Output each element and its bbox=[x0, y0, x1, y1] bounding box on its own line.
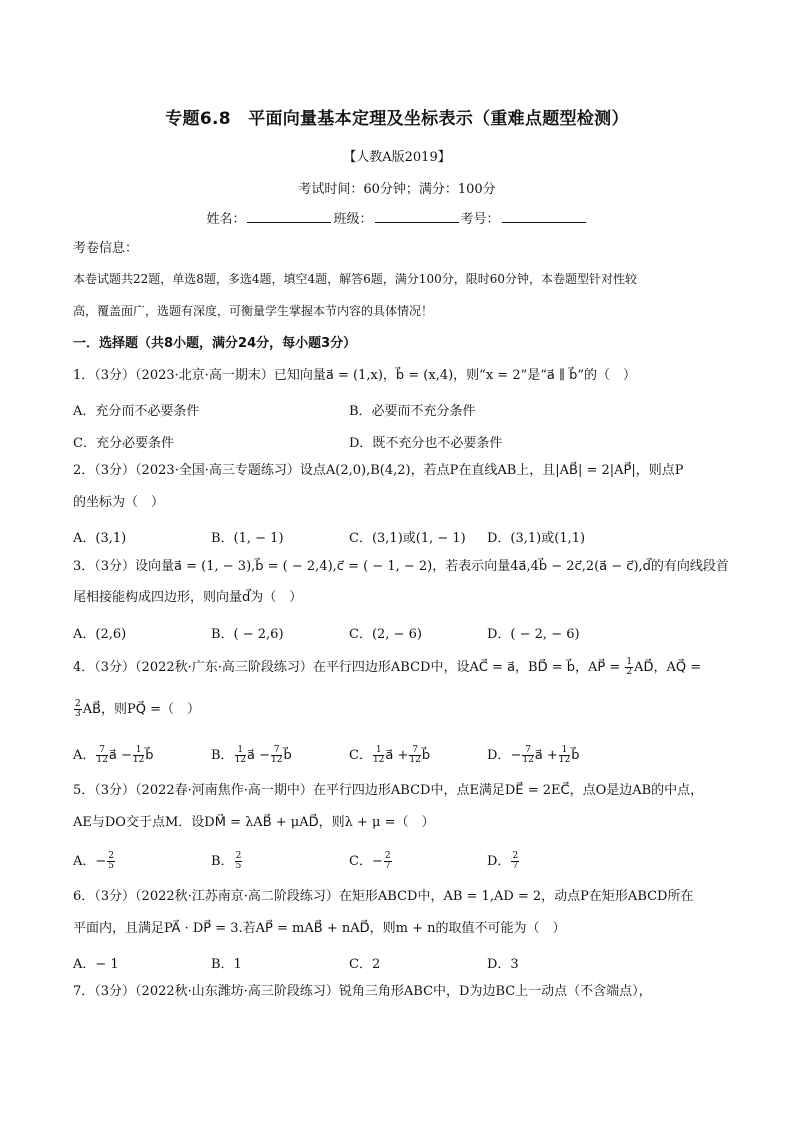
q3-stem-line-1: 3．（3分）设向量a⃗ = (1, − 3),b⃗ = ( − 2,4),c⃗ = ( − 1, − 2)，若表示向量4a⃗,4b⃗ − 2c⃗,2(a⃗ − c⃗),d⃗的有向线段首 bbox=[73, 559, 729, 574]
q5-stem-line-2: AE与DO交于点M．设DM⃗ = λAB⃗ + μAD⃗，则λ + μ =（ ） bbox=[73, 815, 435, 830]
q4-option-d[interactable]: D．− $\frac{7}{12}$ a⃗ + $\frac{1}{12}$ b⃗ bbox=[487, 745, 580, 765]
q6-option-b[interactable]: B．1 bbox=[211, 957, 242, 972]
q3-option-c[interactable]: C．(2, − 6) bbox=[349, 627, 422, 642]
name-blank[interactable] bbox=[247, 210, 331, 223]
q2-option-d[interactable]: D．(3,1)或(1,1) bbox=[487, 531, 586, 546]
q5-option-c[interactable]: C．− $\frac{2}{7}$ bbox=[349, 851, 391, 871]
exam-info: 考试时间：60分钟；满分：100分 bbox=[298, 182, 496, 197]
q7-stem-line-1: 7．（3分）（2022秋·山东潍坊·高三阶段练习）锐角三角形ABC中，D为边BC上一动点（不含端点）， bbox=[73, 984, 652, 999]
q6-option-c[interactable]: C．2 bbox=[349, 957, 381, 972]
q6-stem-line-2: 平面内，且满足PA⃗ · DP⃗ = 3.若AP⃗ = mAB⃗ + nAD⃗，则m + n的取值不可能为（ ） bbox=[73, 921, 566, 936]
info-line-1: 本卷试题共22题，单选8题，多选4题，填空4题，解答6题，满分100分，限时60分钟，本卷题型针对性较 bbox=[73, 272, 637, 286]
q4-option-c[interactable]: C． $\frac{1}{12}$ a⃗ + $\frac{7}{12}$ b⃗ bbox=[349, 745, 431, 765]
q2-stem-line-2: 的坐标为（ ） bbox=[73, 495, 165, 510]
q2-stem-line-1: 2．（3分）（2023·全国·高三专题练习）设点A(2,0),B(4,2)，若点P在直线AB上，且|AB⃗| = 2|AP⃗|，则点P bbox=[73, 463, 684, 478]
name-label: 姓名： bbox=[206, 212, 246, 227]
q6-stem-line-1: 6．（3分）（2022秋·江苏南京·高二阶段练习）在矩形ABCD中，AB = 1,AD = 2，动点P在矩形ABCD所在 bbox=[73, 889, 694, 904]
q1-option-a[interactable]: A．充分而不必要条件 bbox=[73, 404, 200, 419]
q6-option-d[interactable]: D．3 bbox=[487, 957, 519, 972]
id-blank[interactable] bbox=[502, 210, 586, 223]
q4-fraction-2-3: $\frac{2}{3}$ bbox=[75, 699, 81, 719]
class-label: 班级： bbox=[333, 212, 373, 227]
page-title: 专题6.8 平面向量基本定理及坐标表示（重难点题型检测） bbox=[165, 109, 629, 129]
q4-stem-line-1-b: AD⃗，AQ⃗ = bbox=[634, 660, 702, 675]
student-info-row bbox=[0, 208, 794, 227]
q4-stem-line-2-text: AB⃗，则PQ⃗ =（ ） bbox=[82, 702, 201, 717]
section-title: 一．选择题（共8小题，满分24分，每小题3分） bbox=[73, 336, 357, 351]
q6-option-a[interactable]: A．− 1 bbox=[73, 957, 119, 972]
q4-fraction-1-2: $\frac{1}{2}$ bbox=[626, 657, 633, 677]
q5-option-a[interactable]: A．− $\frac{2}{5}$ bbox=[73, 851, 115, 871]
q4-option-b[interactable]: B． $\frac{1}{12}$ a⃗ − $\frac{7}{12}$ b⃗ bbox=[211, 745, 292, 765]
q2-option-c[interactable]: C．(3,1)或(1, − 1) bbox=[349, 531, 466, 546]
info-line-2: 高，覆盖面广，选题有深度，可衡量学生掌握本节内容的具体情况！ bbox=[73, 304, 434, 318]
q2-option-a[interactable]: A．(3,1) bbox=[73, 531, 127, 546]
q1-stem: 1．（3分）（2023·北京·高一期末）已知向量a⃗ = (1,x)，b⃗ = (x,4)，则“x = 2”是“a⃗ ∥ b⃗”的（ ） bbox=[73, 368, 637, 383]
q4-stem-line-1 bbox=[73, 658, 725, 677]
q3-stem-line-2: 尾相接能构成四边形，则向量d⃗为（ ） bbox=[73, 590, 303, 605]
q4-stem-line-1-a: 4．（3分）（2022秋·广东·高三阶段练习）在平行四边形ABCD中，设AC⃗ = a⃗，BD⃗ = b⃗，AP⃗ = bbox=[73, 660, 621, 675]
q3-option-a[interactable]: A．(2,6) bbox=[73, 627, 127, 642]
q5-stem-line-1: 5．（3分）（2022春·河南焦作·高一期中）在平行四边形ABCD中，点E满足DE⃗ = 2EC⃗，点O是边AB的中点， bbox=[73, 783, 704, 798]
q4-option-a[interactable]: A． $\frac{7}{12}$ a⃗ − $\frac{1}{12}$ b⃗ bbox=[73, 745, 154, 765]
q1-option-d[interactable]: D．既不充分也不必要条件 bbox=[349, 436, 503, 451]
q1-option-c[interactable]: C．充分必要条件 bbox=[73, 436, 174, 451]
edition-label: 【人教A版2019】 bbox=[343, 150, 451, 165]
q4-stem-line-2 bbox=[73, 700, 725, 719]
q1-option-b[interactable]: B．必要而不充分条件 bbox=[349, 404, 476, 419]
q5-option-d[interactable]: D． $\frac{2}{7}$ bbox=[487, 851, 519, 871]
info-heading: 考卷信息： bbox=[73, 241, 139, 256]
q2-option-b[interactable]: B．(1, − 1) bbox=[211, 531, 284, 546]
class-blank[interactable] bbox=[375, 210, 459, 223]
q3-option-d[interactable]: D．( − 2, − 6) bbox=[487, 627, 580, 642]
id-label: 考号： bbox=[460, 212, 500, 227]
q3-option-b[interactable]: B．( − 2,6) bbox=[211, 627, 284, 642]
q5-option-b[interactable]: B． $\frac{2}{5}$ bbox=[211, 851, 242, 871]
